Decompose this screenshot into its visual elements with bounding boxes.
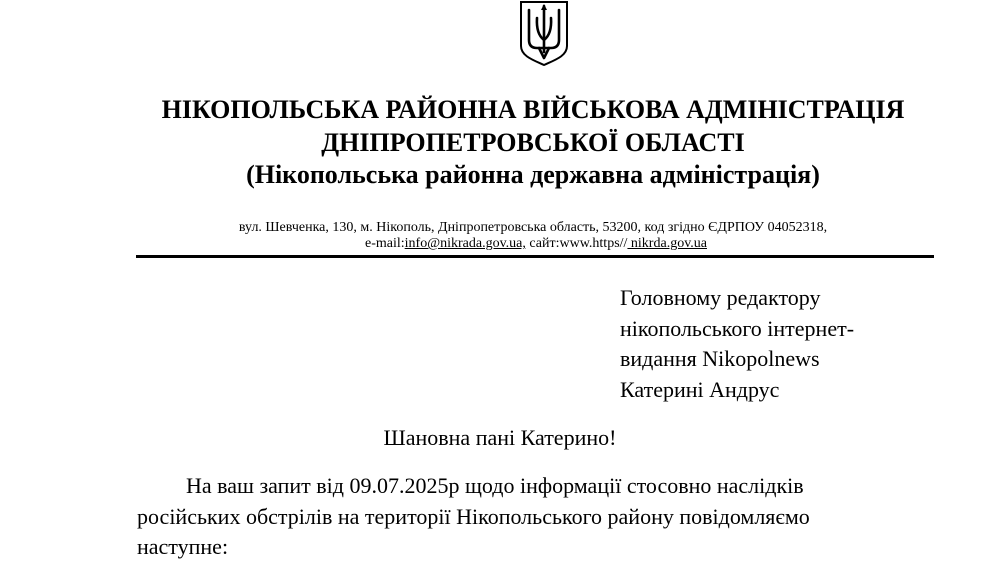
trident-emblem-icon	[517, 0, 571, 66]
body-line: На ваш запит від 09.07.2025р щодо інформації стосовно наслідків	[186, 473, 804, 498]
site-label: сайт:www.https//	[525, 236, 628, 251]
email-link[interactable]: info@nikrada.gov.ua,	[404, 236, 526, 251]
contact-links	[36, 236, 1000, 252]
body-line: наступне:	[137, 534, 229, 559]
addressee-block	[620, 283, 854, 405]
header-line-3: (Нікопольська районна державна адміністрація)	[246, 160, 820, 189]
addressee-line: Катерині Андрус	[620, 376, 780, 402]
email-label: e-mail:	[365, 236, 405, 251]
header-line-2: ДНІПРОПЕТРОВСЬКОЇ ОБЛАСТІ	[321, 128, 745, 157]
addressee-line: видання Nikopolnews	[620, 346, 820, 371]
letter-body	[137, 471, 937, 563]
header-line-1: НІКОПОЛЬСЬКА РАЙОННА ВІЙСЬКОВА АДМІНІСТРАЦІЯ	[161, 95, 905, 124]
header-divider	[136, 255, 934, 258]
addressee-line: Головному редактору	[620, 285, 821, 310]
addressee-line: нікопольського інтернет-	[620, 315, 855, 341]
body-line: російських обстрілів на території Нікопольського району повідомляємо	[137, 503, 810, 529]
contact-address: вул. Шевченка, 130, м. Нікополь, Дніпропетровська область, 53200, код згідно ЄДРПОУ 04052318,	[238, 220, 828, 235]
site-link[interactable]: nikrda.gov.ua	[627, 236, 707, 251]
salutation: Шановна пані Катерино!	[383, 425, 617, 450]
